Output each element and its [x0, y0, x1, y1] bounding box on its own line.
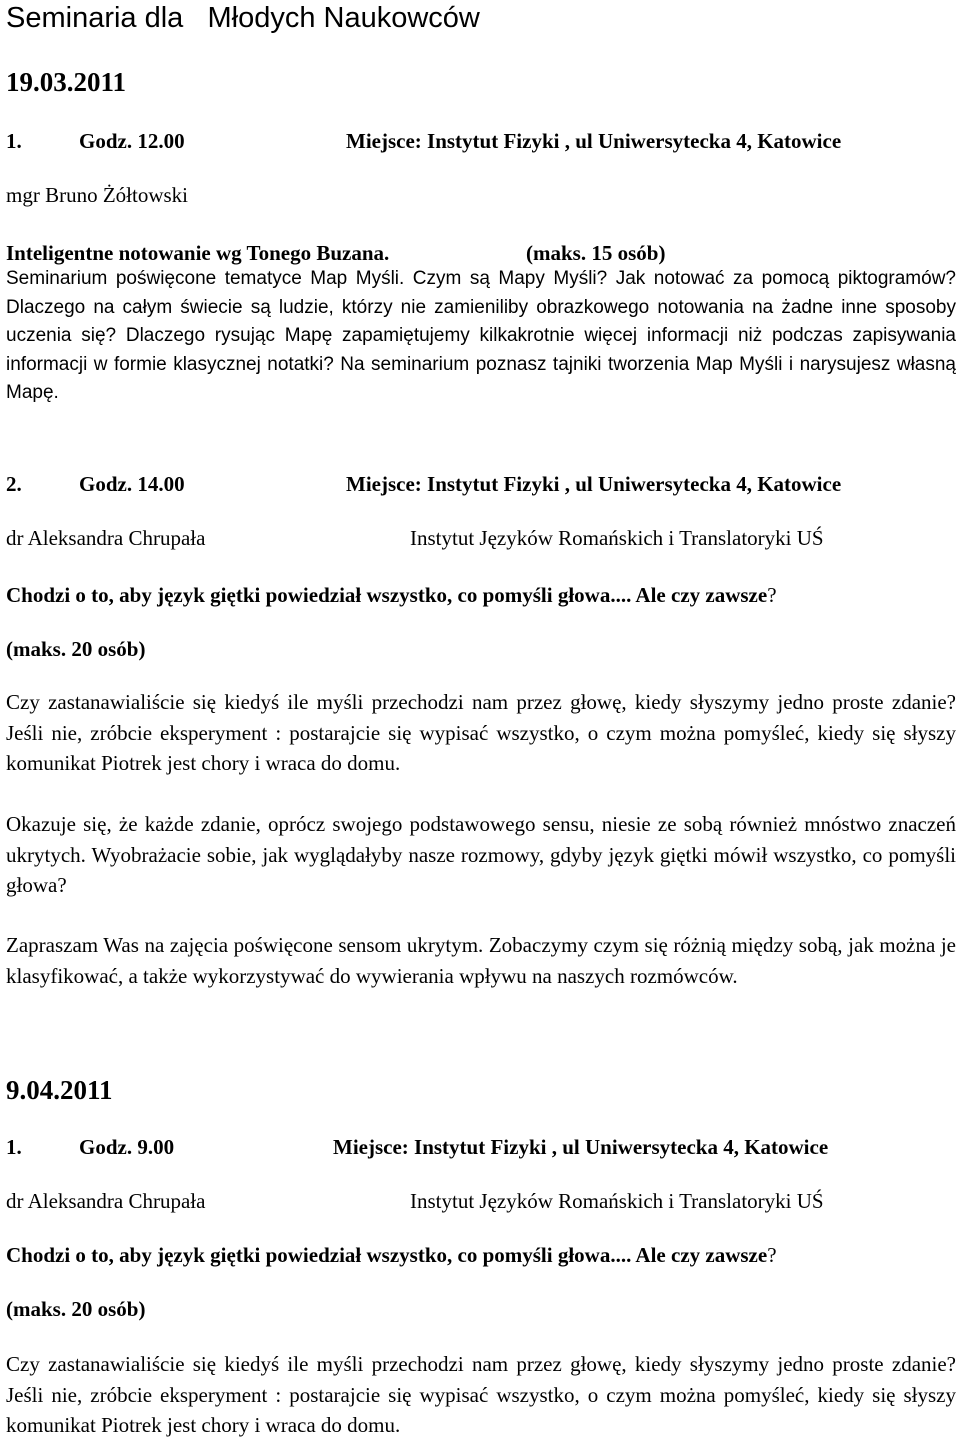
- session-place: Miejsce: Instytut Fizyki , ul Uniwersytecka 4, Katowice: [333, 1135, 829, 1159]
- session-speaker: mgr Bruno Żółtowski: [6, 183, 188, 207]
- page-title: Seminaria dla Młodych Naukowców: [6, 2, 480, 34]
- session-number: 2.: [6, 472, 22, 496]
- session-place: Miejsce: Instytut Fizyki , ul Uniwersytecka 4, Katowice: [346, 472, 842, 496]
- session-topic-line: [6, 1242, 777, 1268]
- session-speaker: dr Aleksandra Chrupała: [6, 526, 206, 550]
- session-topic: Inteligentne notowanie wg Tonego Buzana.: [6, 241, 390, 265]
- session-paragraph: Czy zastanawialiście się kiedyś ile myśli przechodzi nam przez głowę, kiedy słyszymy jedno proste zdanie? Jeśli nie, zróbcie eksperyment : postarajcie się wypisać wszystko, o czym można pomyśleć, kiedy się słyszy komunikat Piotrek jest chory i wraca do domu.: [6, 1352, 956, 1437]
- session-time: Godz. 14.00: [79, 472, 185, 496]
- session-limit: (maks. 20 osób): [6, 637, 146, 661]
- session-institute: Instytut Języków Romańskich i Translatoryki UŚ: [410, 1189, 824, 1213]
- session-paragraph: Okazuje się, że każde zdanie, oprócz swojego podstawowego sensu, niesie ze sobą również mnóstwo znaczeń ukrytych. Wyobrażacie sobie, jak wyglądałyby nasze rozmowy, gdyby język giętki mówił wszystko, co pomyśli głowa?: [6, 812, 956, 897]
- session-paragraph: Czy zastanawialiście się kiedyś ile myśli przechodzi nam przez głowę, kiedy słyszymy jedno proste zdanie? Jeśli nie, zróbcie eksperyment : postarajcie się wypisać wszystko, o czym można pomyśleć, kiedy się słyszy komunikat Piotrek jest chory i wraca do domu.: [6, 690, 956, 775]
- session-topic-end: ?: [767, 1243, 777, 1267]
- session-topic: Chodzi o to, aby język giętki powiedział wszystko, co pomyśli głowa.... Ale czy zawsze: [6, 1243, 768, 1267]
- session-time: Godz. 9.00: [79, 1135, 175, 1159]
- section-date: 9.04.2011: [6, 1075, 113, 1105]
- session-speaker: dr Aleksandra Chrupała: [6, 1189, 206, 1213]
- session-description: Seminarium poświęcone tematyce Map Myśli. Czym są Mapy Myśli? Jak notować za pomocą piktogramów? Dlaczego na całym świecie są ludzie, którzy nie zamieniliby obrazkowego notowania na żadne inne sposoby uczenia się? Dlaczego rysując Mapę zapamiętujemy kilkakrotnie więcej informacji niż podczas zapisywania informacji w formie klasycznej notatki? Na seminarium poznasz tajniki tworzenia Map Myśli i narysujesz własną Mapę.: [6, 268, 956, 403]
- session-limit: (maks. 15 osób): [526, 241, 666, 265]
- session-limit: (maks. 20 osób): [6, 1297, 146, 1321]
- session-number: 1.: [6, 129, 22, 153]
- session-topic-end: ?: [767, 583, 777, 607]
- session-institute: Instytut Języków Romańskich i Translatoryki UŚ: [410, 526, 824, 550]
- session-topic-line: [6, 582, 777, 608]
- section-date: 19.03.2011: [6, 67, 127, 97]
- session-number: 1.: [6, 1135, 22, 1159]
- session-place: Miejsce: Instytut Fizyki , ul Uniwersytecka 4, Katowice: [346, 129, 842, 153]
- session-time: Godz. 12.00: [79, 129, 185, 153]
- session-topic: Chodzi o to, aby język giętki powiedział wszystko, co pomyśli głowa.... Ale czy zawsze: [6, 583, 768, 607]
- session-paragraph: Zapraszam Was na zajęcia poświęcone sensom ukrytym. Zobaczymy czym się różnią między sobą, jak można je klasyfikować, a także wykorzystywać do wywierania wpływu na naszych rozmówców.: [6, 933, 956, 988]
